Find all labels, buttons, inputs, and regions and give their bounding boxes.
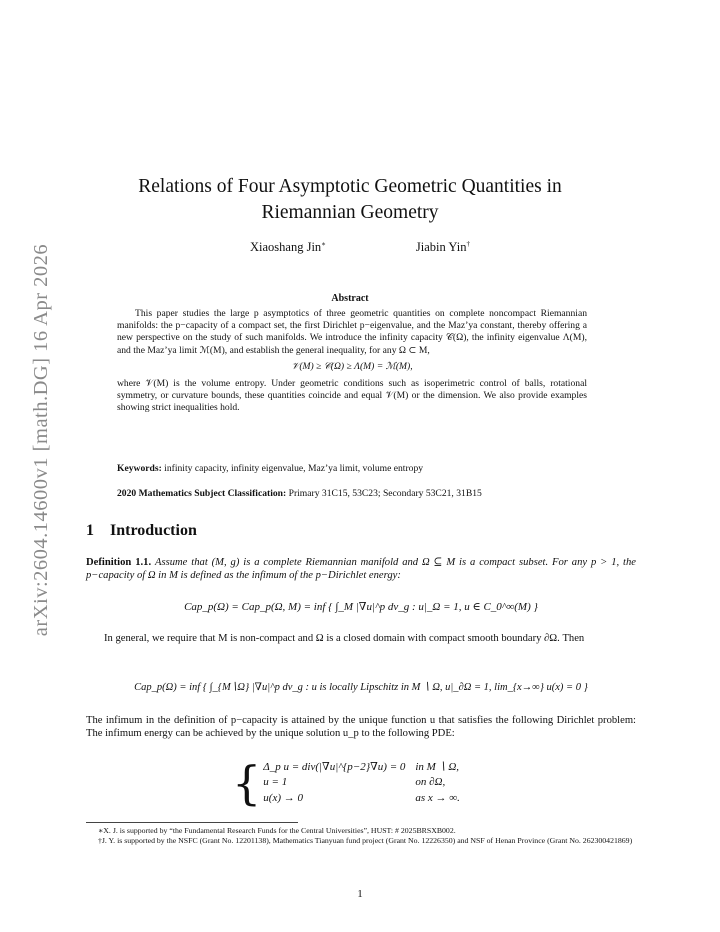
msc-classification: 2020 Mathematics Subject Classification: Primary 31C15, 53C23; Secondary 53C21, 31B15: [117, 488, 482, 499]
pde-rows: [263, 760, 470, 806]
abstract-inequality: 𝒱(M) ≥ 𝒞(Ω) ≥ Λ(M) = ℳ(M),: [291, 360, 413, 372]
author-list: [250, 240, 470, 255]
pde-row: u = 1 on ∂Ω,: [263, 776, 446, 789]
definition-text: Assume that (M, g) is a complete Riemannian manifold and Ω ⊆ M is a compact subset. For any p > 1, the p−capacity of Ω in M is defined as the infimum of the p−Dirichlet energy:: [86, 557, 636, 582]
abstract-heading: Abstract: [331, 293, 369, 304]
title-line-2: Riemannian Geometry: [261, 202, 439, 223]
keywords: Keywords: infinity capacity, infinity eigenvalue, Maz’ya limit, volume entropy: [117, 463, 424, 474]
footnotes: [86, 826, 636, 846]
equation-capacity-lipschitz: Cap_p(Ω) = inf { ∫_{M∖Ω} |∇u|^p dv_g : u is locally Lipschitz in M ∖ Ω, u|_∂Ω = 1, lim_{x→∞} u(x) = 0 }: [134, 682, 588, 693]
definition-block: [86, 556, 636, 583]
pde-row: u(x) → 0 as x → ∞.: [263, 791, 460, 804]
title-line-1: Relations of Four Asymptotic Geometric Quantities in: [138, 176, 562, 197]
left-brace: {: [232, 756, 262, 810]
equation-capacity: Cap_p(Ω) = Cap_p(Ω, M) = inf { ∫_M |∇u|^p dv_g : u|_Ω = 1, u ∈ C_0^∞(M) }: [184, 601, 538, 613]
page-number: 1: [357, 888, 363, 900]
author-2: Jiabin Yin†: [415, 240, 470, 255]
abstract-text-2: where 𝒱(M) is the volume entropy. Under geometric conditions such as isoperimetric control of balls, rotational symmetry, or curvature bounds, these quantities coincide and equal 𝒱(M) or the dimension. We also provide examples showing strict inequalities hold.: [117, 378, 587, 414]
author-1: Xiaoshang Jin∗: [250, 240, 326, 255]
section-heading: 1 Introduction: [86, 522, 197, 539]
pde-system: [232, 756, 470, 810]
footnote-1: ∗X. J. is supported by “the Fundamental Research Funds for the Central Universities”, HUST: # 2025BRSXB002.: [98, 826, 456, 835]
paragraph-2: The infimum in the definition of p−capacity is attained by the unique function u that satisfies the following Dirichlet problem: The infimum energy can be achieved by the unique solution u_p to the following PDE:: [86, 715, 636, 740]
arxiv-sidebar-id: arXiv:2604.14600v1 [math.DG] 16 Apr 2026: [30, 243, 52, 637]
definition-label: Definition 1.1.: [86, 557, 152, 568]
abstract-body: [117, 308, 587, 415]
paragraph-1: In general, we require that M is non-compact and Ω is a closed domain with compact smooth boundary ∂Ω. Then: [104, 633, 585, 644]
footnote-rule: [86, 822, 298, 823]
footnote-2: †J. Y. is supported by the NSFC (Grant No. 12201138), Mathematics Tianyuan fund project (Grant No. 12226350) and NSF of Henan Province (Grant No. 262300421869): [98, 836, 633, 845]
abstract-text-1: This paper studies the large p asymptotics of three geometric quantities on complete noncompact Riemannian manifolds: the p−capacity of a compact set, the first Dirichlet p−eigenvalue, and the Maz’ya constant, thereby offering a new perspective on the study of such manifolds. We introduce the infinity capacity 𝒞(Ω), the infinity eigenvalue Λ(M), and the Maz’ya limit ℳ(M), and establish the general inequality, for any Ω ⊂ M,: [117, 308, 587, 356]
paper-title: [100, 174, 600, 226]
pde-row: Δ_p u = div(|∇u|^{p−2}∇u) = 0 in M ∖ Ω,: [263, 761, 460, 774]
